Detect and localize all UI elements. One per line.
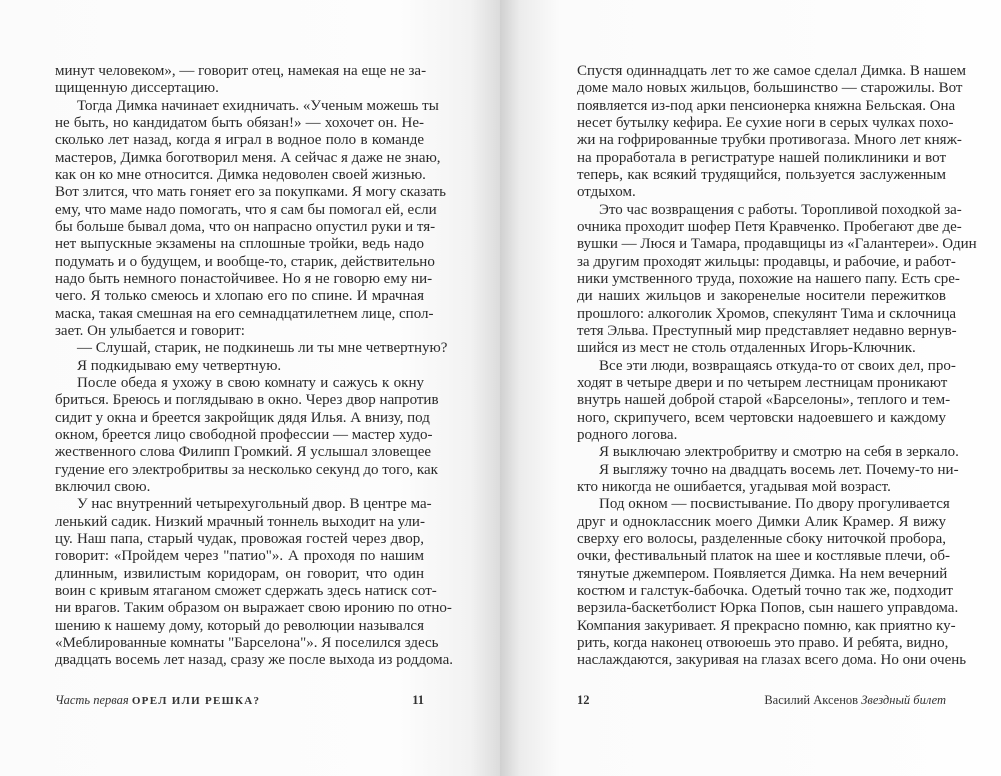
left-page (0, 0, 500, 776)
text-line: длинным, извилистым коридорам, он говорит, что один (55, 565, 424, 582)
page-number: 12 (577, 693, 590, 707)
text-line: Это час возвращения с работы. Торопливой походкой за- (599, 201, 962, 218)
page-number: 11 (412, 693, 424, 707)
part-title: ОРЕЛ ИЛИ РЕШКА? (131, 695, 261, 707)
text-line: несет бутылку кефира. Ее сухие ноги в серых чулках похо- (577, 114, 954, 131)
text-line: ленький садик. Низкий мрачный тоннель выходит на ули- (55, 513, 425, 530)
text-line: ники умственного труда, похожие на нашего папу. Есть сре- (577, 270, 960, 287)
left-page-footer (55, 693, 424, 708)
text-line: внутрь нашей доброй старой «Барселоны», теплого и тем- (577, 392, 951, 409)
text-line: очки, фестивальный платок на шее и костлявые плечи, об- (577, 548, 951, 565)
right-page-footer (577, 693, 946, 708)
text-line: маска, такая смешная на его семнадцатилетнем лице, спол- (55, 305, 434, 322)
text-line: наслаждаются, закуривая на глазах всего дома. Но они очень (577, 652, 967, 669)
text-line: ного, скрипучего, всем чертовски надоевшего и каждому (577, 409, 946, 426)
left-page-text (55, 63, 453, 669)
text-line: шению к нашему дому, который до революции назывался (55, 617, 424, 634)
text-line: вушки — Люся и Тамара, продавщицы из «Галантереи». Один (577, 236, 977, 253)
text-line: гудение его электробритвы за несколько секунд до того, как (55, 461, 438, 478)
text-line: Вот злится, что мать гоняет его за покупками. Я могу сказать (55, 184, 446, 201)
text-line: тетя Эльва. Преступный мир представляет недавно вернув- (577, 322, 957, 339)
right-page (500, 0, 1001, 776)
text-line: После обеда я ухожу в свою комнату и сажусь к окну (77, 374, 424, 391)
text-line: Все эти люди, возвращаясь откуда-то от своих дел, про- (599, 357, 956, 374)
text-line: ни врагов. Таким образом он выражает свою иронию по отно- (55, 600, 452, 617)
text-line: подумать и о будущем, и вообще-то, старик, действительно (55, 253, 435, 270)
text-line: ди наших жильцов и закоренелые носители пережитков (577, 288, 946, 305)
text-line: говорит: «Пройдем через "патио"». А проходя по нашим (55, 548, 424, 565)
text-line: ходят в четыре двери и по четырем лестницам проникают (577, 374, 948, 391)
text-line: воин с кривым ятаганом сможет сдержать здесь натиск сот- (55, 582, 437, 599)
text-line: Тогда Димка начинает ехидничать. «Ученым можешь ты (77, 97, 439, 114)
text-line: Я выключаю электробритву и смотрю на себя в зеркало. (599, 444, 959, 461)
text-line: родного логова. (577, 426, 678, 443)
text-line: рить, когда наконец отвоюешь это право. И ребята, видно, (577, 634, 949, 651)
part-label: Часть первая (55, 693, 129, 707)
right-page-text (577, 63, 977, 669)
text-line: сколько лет назад, когда я играл в водное поло в команде (55, 132, 424, 149)
text-line: Я подкидываю ему четвертную. (77, 357, 282, 374)
text-line: не быть, но кандидатом быть обязан!» — хохочет он. Не- (55, 114, 424, 131)
text-line: Я выгляжу точно на двадцать восемь лет. Почему-то ни- (599, 461, 959, 478)
text-line: У нас внутренний четырехугольный двор. В центре ма- (77, 496, 432, 513)
text-line: бы больше бывал дома, что он напрасно опустил руки и тя- (55, 218, 436, 235)
text-line: нет выпускные экзамены на сплошные тройки, ведь надо (55, 236, 424, 253)
text-line: щищенную диссертацию. (55, 80, 219, 97)
text-line: за другим проходят жильцы: продавцы, и рабочие, и работ- (577, 253, 956, 270)
text-line: появляется из-под арки пенсионерка княжна Бельская. Она (577, 97, 956, 114)
text-line: прошлого: алкоголик Хромов, спекулянт Тима и склочница (577, 305, 957, 322)
text-line: отдыхом. (577, 184, 636, 201)
author-name: Василий Аксенов (764, 693, 859, 707)
text-line: окном, бреется лицо свободной профессии — мастер худо- (55, 426, 433, 443)
running-head (55, 693, 260, 708)
text-line: «Меблированные комнаты "Барселона"». Я поселился здесь (55, 634, 439, 651)
text-line: ему, что маме надо помогать, что я сам бы помогал ей, если (55, 201, 437, 218)
text-line: сверху его волосы, разделенные сбоку ниточкой пробора, (577, 530, 946, 547)
text-line: включил свою. (55, 478, 151, 495)
running-head (764, 693, 946, 708)
text-line: как он ко мне относится. Димка недоволен своей жизнью. (55, 166, 426, 183)
text-line: Под окном — посвистывание. По двору прогуливается (599, 496, 950, 513)
text-line: чего. Я только смеюсь и хлопаю его по спине. И мрачная (55, 288, 424, 305)
text-line: жи на гофрированные трубки противогаза. Много лет княж- (577, 132, 962, 149)
text-line: минут человеком», — говорит отец, намекая на еще не за- (55, 63, 427, 79)
text-line: цу. Наш папа, старый чудак, провожая гостей через двор, (55, 530, 424, 547)
text-line: костюм и галстук-бабочка. Одетый точно так же, подходит (577, 582, 953, 599)
text-line: тянутые джемпером. Появляется Димка. На нем вечерний (577, 565, 948, 582)
text-line: Компания закуривает. Я прекрасно помню, как приятно ку- (577, 617, 956, 634)
text-line: надо быть немного понастойчивее. Но я не говорю ему ни- (55, 270, 433, 287)
text-line: зает. Он улыбается и говорит: (55, 322, 245, 339)
text-line: Спустя одиннадцать лет то же самое сделал Димка. В нашем (577, 63, 966, 79)
text-line: жественного слова Филипп Громкий. Я услышал зловещее (55, 444, 432, 461)
text-line: шийся из мест не столь отдаленных Игорь-Ключник. (577, 340, 916, 357)
text-line: доме мало новых жильцов, большинство — старожилы. Вот (577, 80, 963, 97)
text-line: очника проходит шофер Петя Кравченко. Пробегают две де- (577, 218, 962, 235)
text-line: друг и одноклассник моего Димки Алик Крамер. Я вижу (577, 513, 946, 530)
book-title: Звездный билет (861, 693, 946, 707)
text-line: двадцать восемь лет назад, сразу же после выхода из роддома. (55, 652, 453, 669)
text-line: мастеров, Димка боготворил меня. А сейчас я даже не знаю, (55, 149, 441, 166)
text-line: на проработала в регистратуре нашей поликлиники и вот (577, 149, 946, 166)
text-line: теперь, как всякий трудящийся, пользуется заслуженным (577, 166, 946, 183)
text-line: — Слушай, старик, не подкинешь ли ты мне четвертную? (77, 340, 448, 357)
text-line: сидит у окна и бреется закройщик дядя Илья. А внизу, под (55, 409, 430, 426)
text-line: кто никогда не ошибается, угадывая мой возраст. (577, 478, 891, 495)
text-line: верзила-баскетболист Юрка Попов, сын нашего управдома. (577, 600, 959, 617)
text-line: бриться. Бреюсь и поглядываю в окно. Через двор напротив (55, 392, 439, 409)
